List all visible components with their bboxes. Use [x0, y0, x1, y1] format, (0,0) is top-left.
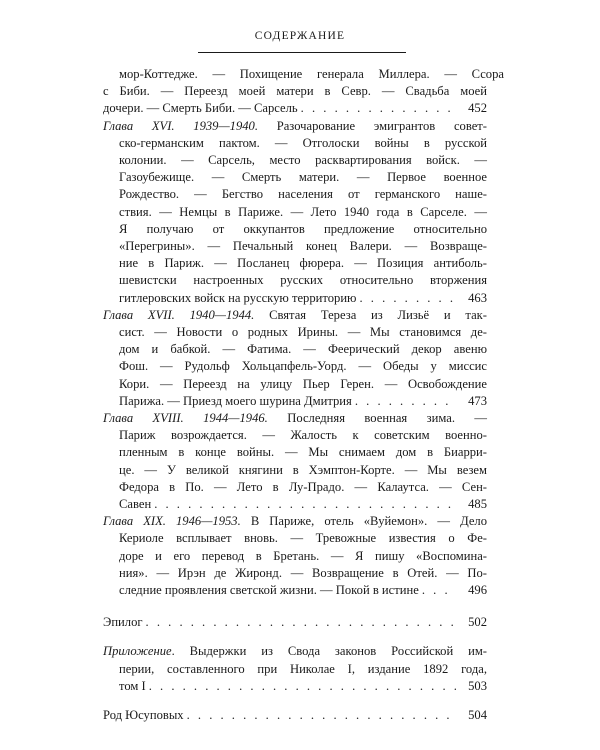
toc-entry-text: гитлеровских войск на русскую территорию: [119, 290, 357, 305]
toc-entry-line: шевистски настроенных русских относительно вторжения: [119, 273, 487, 288]
toc-entry-line: пленным в конце войны. — Мы снимаем дом в Биарри-: [119, 445, 487, 460]
toc-entry-line: Кори. — Переезд на улицу Пьер Герен. — Освобождение: [119, 376, 487, 391]
toc-entry-text: В Париже, отель «Вуйемон». — Дело: [240, 514, 488, 529]
header-rule: [198, 52, 406, 53]
toc-epilogue: [103, 614, 487, 631]
toc-entry-text: . Выдержки из Свода законов Российской им-: [171, 644, 487, 659]
page-number: 502: [468, 615, 487, 630]
page-number: 452: [468, 101, 487, 116]
dot-leader: [187, 707, 456, 724]
toc-entry-text: Савен: [119, 497, 152, 511]
toc-entry-leader-line: [119, 393, 487, 410]
toc-entry-line: Кериоле всплывает вновь. — Тревожные известия о Фе-: [119, 531, 487, 546]
toc-entry-line: перии, составленного при Николае I, издание 1892 года,: [119, 661, 487, 676]
dot-leader: [149, 678, 456, 695]
chapter-heading: Глава XIX. 1946—1953.: [103, 514, 241, 529]
toc-entry-leader-line: [119, 290, 487, 307]
chapter-heading: Глава XVIII. 1944—1946.: [103, 411, 268, 425]
toc-entry-text: Род Юсуповых: [103, 708, 184, 722]
toc-chapter-line: [103, 410, 487, 427]
toc-entry-line: Газоубежище. — Смерть матери. — Первое военное: [119, 170, 487, 185]
page-number: 496: [468, 583, 487, 597]
dot-leader: [146, 614, 456, 631]
appendix-heading: Приложение: [103, 644, 172, 659]
toc-entry-text: Эпилог: [103, 615, 143, 630]
dot-leader: [301, 100, 456, 117]
toc-entry-text: Разочарование эмигрантов совет-: [258, 118, 487, 133]
toc-entry-line: Федора в По. — Лето в Лу-Прадо. — Калаутса. — Сен-: [119, 479, 487, 494]
running-head: СОДЕРЖАНИЕ: [254, 30, 346, 42]
toc-chapter-line: [103, 307, 487, 324]
toc-entry-line: ние в Париж. — Посланец фюрера. — Позиция антиболь-: [119, 256, 487, 271]
toc-entry-line: колонии. — Сарсель, место расквартирования войск. —: [119, 153, 487, 167]
toc-entry-line: с Биби. — Переезд моей матери в Севр. — Свадьба моей: [103, 84, 487, 99]
page-number: 463: [468, 290, 487, 305]
page-number: 504: [468, 708, 487, 722]
dot-leader: [154, 496, 456, 513]
dot-leader: [355, 393, 456, 410]
toc-entry-line: «Перегрины». — Печальный конец Валери. — Возвраще-: [119, 239, 487, 253]
toc-entry-text: Святая Тереза из Лизьё и так-: [254, 307, 487, 322]
chapter-heading: Глава XVII. 1940—1944.: [103, 307, 255, 322]
toc-entry-leader-line: [119, 496, 487, 513]
toc-entry-line: це. — У великой княгини в Хэмптон-Корте. — Мы везем: [119, 462, 487, 477]
toc-chapter-line: [103, 513, 487, 530]
chapter-heading: Глава XVI. 1939—1940.: [103, 118, 258, 133]
toc-entry-line: ствия. — Немцы в Париже. — Лето 1940 года в Сарселе. —: [119, 204, 487, 219]
toc-entry-line: Я получаю от оккупантов предложение относительно: [119, 221, 487, 236]
toc-entry-leader-line: [103, 100, 487, 117]
toc-entry-line: ско-германским пактом. — Отголоски войны в русской: [119, 135, 487, 150]
toc-entry-line: Париж возрождается. — Жалость к советским военно-: [119, 428, 487, 443]
page-number: 485: [468, 497, 487, 511]
toc-entry-line: сист. — Новости о родных Ирины. — Мы становимся де-: [119, 325, 487, 339]
toc-entry-text: дочери. — Смерть Биби. — Сарсель: [103, 101, 298, 116]
toc-entry-text: следние проявления светской жизни. — Покой в истине: [119, 583, 419, 597]
toc-entry-line: дом и бабкой. — Фатима. — Феерический декор авеню: [119, 342, 487, 357]
toc-chapter-line: [103, 118, 487, 135]
toc-entry-leader-line: [119, 678, 487, 695]
page-number: 473: [468, 393, 487, 408]
toc-entry-text: том I: [119, 678, 146, 693]
toc-entry-line: мор-Коттедже. — Похищение генерала Миллера. — Ссора: [119, 67, 504, 81]
toc-entry-line: доре и его перевод в Бретань. — Я пишу «Воспомина-: [119, 548, 487, 563]
toc-entry-line: Фош. — Рудольф Хольцапфель-Уорд. — Обеды у миссис: [119, 359, 487, 374]
toc-entry-line: ния». — Ирэн де Жиронд. — Возвращение в Отей. — По-: [119, 565, 487, 580]
toc-genealogy: [103, 707, 487, 724]
dot-leader: [359, 290, 456, 307]
toc-entry-text: Последняя военная зима. —: [267, 411, 487, 425]
page-number: 503: [468, 678, 487, 693]
toc-appendix-line: [103, 643, 487, 660]
toc-entry-line: Рождество. — Бегство населения от германского наше-: [119, 187, 487, 202]
toc-entry-text: Парижа. — Приезд моего шурина Дмитрия: [119, 393, 352, 408]
toc-entry-leader-line: [119, 582, 487, 599]
dot-leader: [422, 582, 456, 599]
